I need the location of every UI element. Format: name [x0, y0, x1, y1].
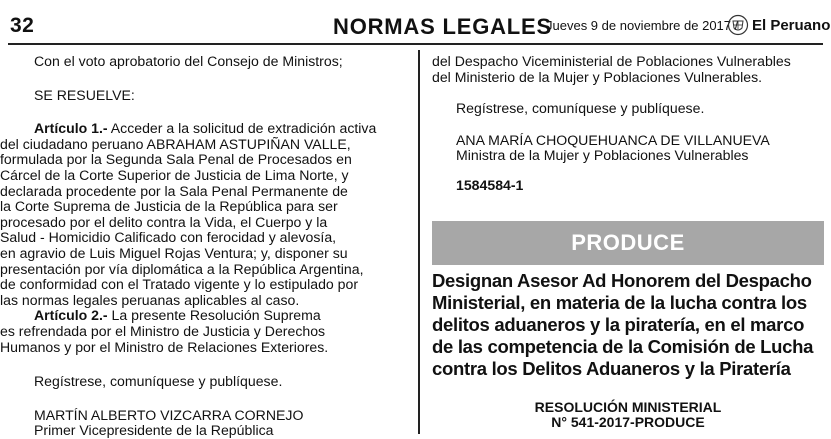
article-1-label: Artículo 1.- [34, 120, 108, 137]
article-1-line: las normas legales peruanas aplicables al caso. [0, 291, 300, 308]
closing-formula: Regístrese, comuníquese y publíquese. [34, 373, 283, 390]
column-divider [418, 50, 420, 434]
article-1-line: presentación por vía diplomática a la República Argentina, [0, 260, 364, 277]
article-1-line: Cárcel de la Corte Superior de Justicia de Lima Norte, y [0, 166, 349, 183]
page-number: 32 [10, 14, 35, 37]
article-1-line: en agravio de Luis Miguel Rojas Ventura; y, disponer su [0, 244, 348, 261]
signer-name: ANA MARÍA CHOQUEHUANCA DE VILLANUEVA [456, 131, 770, 148]
resolution-title: RESOLUCIÓN MINISTERIAL [534, 399, 722, 415]
resolve-heading: SE RESUELVE: [34, 86, 135, 103]
continuation-line: del Ministerio de la Mujer y Poblaciones Vulnerables. [432, 68, 763, 85]
headline-line: de las competencia de la Comisión de Lucha [432, 336, 814, 357]
masthead-title: NORMAS LEGALES [333, 14, 552, 39]
article-2-line: Artículo 2.- La presente Resolución Suprema [34, 307, 321, 324]
page-header [0, 0, 831, 46]
article-1-line: la Corte Suprema de Justicia de la República para ser [0, 198, 338, 215]
headline-line: contra los Delitos Aduaneros y la Piratería [432, 358, 791, 379]
article-2 [0, 307, 404, 355]
article-1-line: Artículo 1.- Acceder a la solicitud de extradición activa [34, 120, 377, 137]
coat-of-arms-icon [727, 14, 749, 36]
signer-title: Ministra de la Mujer y Poblaciones Vulnerables [456, 147, 749, 164]
resolution-heading [432, 400, 824, 430]
headline-line: Ministerial, en materia de la lucha contra los [432, 292, 807, 313]
headline-line: Designan Asesor Ad Honorem del Despacho [432, 270, 812, 291]
resolution-number: N° 541-2017-PRODUCE [551, 414, 705, 430]
article-2-label: Artículo 2.- [34, 307, 108, 324]
left-column [0, 48, 404, 439]
document-code: 1584584-1 [456, 176, 524, 193]
section-banner: PRODUCE [432, 221, 824, 265]
article-1-line: procesado por el delito contra la Vida, el Cuerpo y la [0, 213, 328, 230]
continuation-line: del Despacho Viceministerial de Poblaciones Vulnerables [432, 53, 791, 69]
article-1-line: del ciudadano peruano ABRAHAM ASTUPIÑAN VALLE, [0, 135, 351, 152]
article-1-line: formulada por la Segunda Sala Penal de Procesados en [0, 151, 352, 168]
article-1-line: declarada procedente por la Sala Penal Permanente de [0, 182, 348, 199]
article-1-line: Salud - Homicidio Calificado con ferocidad y alevosía, [0, 229, 337, 246]
issue-date: Jueves 9 de noviembre de 2017 / [546, 18, 739, 33]
right-column [432, 48, 824, 194]
signer-title: Primer Vicepresidente de la República [34, 422, 274, 439]
continuation-text [432, 54, 824, 85]
brand-name: El Peruano [752, 17, 831, 34]
approval-paragraph: Con el voto aprobatorio del Consejo de Ministros; [34, 53, 343, 69]
article-1-line: de conformidad con el Tratado vigente y lo estipulado por [0, 276, 359, 293]
article-2-line: es refrendada por el Ministro de Justicia y Derechos [0, 322, 326, 339]
signer-name: MARTÍN ALBERTO VIZCARRA CORNEJO [34, 406, 304, 423]
headline-line: delitos aduaneros y la piratería, en el marco [432, 314, 805, 335]
article-headline [432, 270, 826, 380]
header-divider [8, 43, 823, 45]
article-2-line: Humanos y por el Ministro de Relaciones Exteriores. [0, 338, 329, 355]
closing-formula: Regístrese, comuníquese y publíquese. [456, 100, 705, 117]
article-1 [0, 120, 404, 308]
